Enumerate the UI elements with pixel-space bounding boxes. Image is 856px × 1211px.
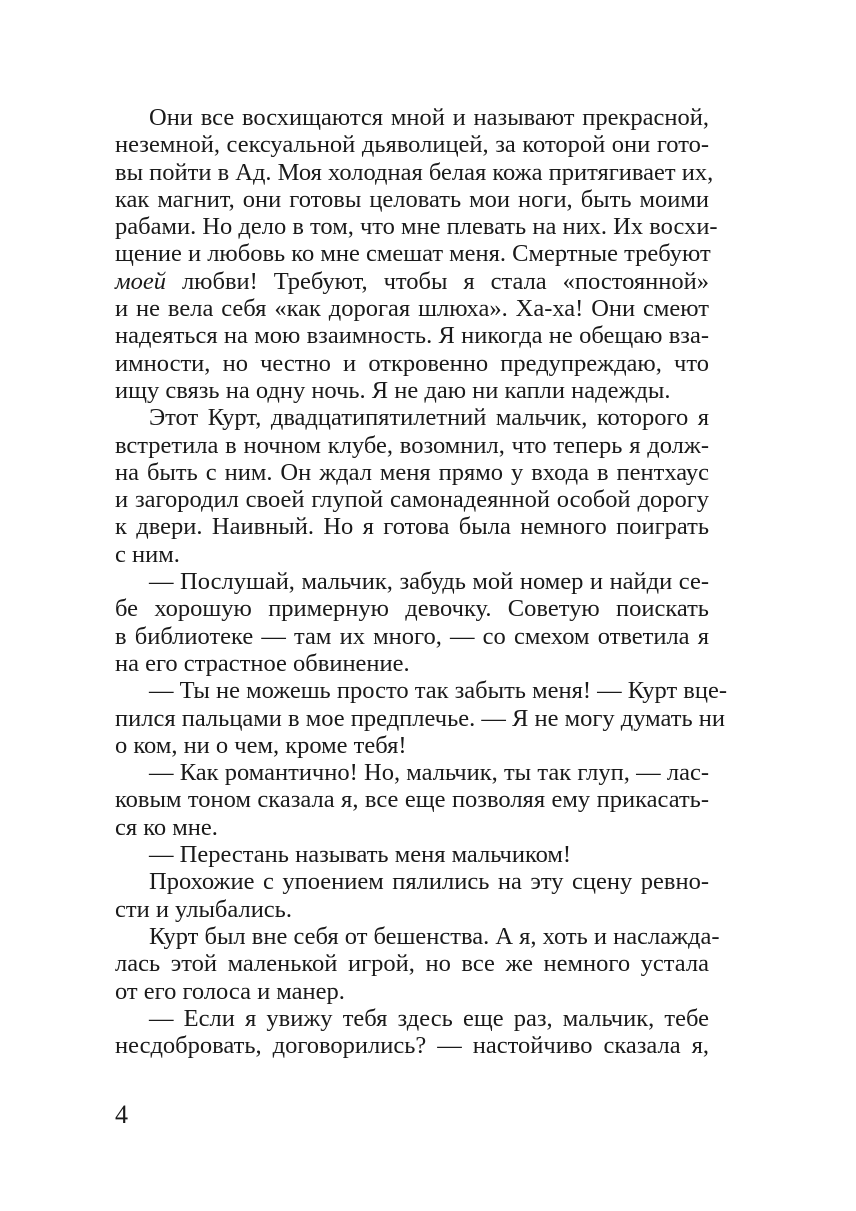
text-line: — Как романтично! Но, мальчик, ты так глуп, — лас-	[149, 759, 709, 787]
text-line: ковым тоном сказала я, все еще позволяя ему прикасать-	[115, 786, 709, 814]
text-line: как магнит, они готовы целовать мои ноги, быть моими	[115, 185, 709, 213]
text-line: на его страстное обвинение.	[115, 649, 410, 677]
paragraph	[115, 677, 727, 759]
page-body	[115, 104, 727, 1060]
text-line: на быть с ним. Он ждал меня прямо у входа в пентхаус	[115, 458, 709, 486]
text-line: рабами. Но дело в том, что мне плевать на них. Их восхи-	[115, 213, 718, 241]
paragraph	[115, 568, 709, 677]
text-line: Этот Курт, двадцатипятилетний мальчик, которого я	[149, 404, 709, 432]
text-line: Курт был вне себя от бешенства. А я, хоть и наслажда-	[149, 922, 720, 950]
text-line: несдобровать, договорились? — настойчиво сказала я,	[115, 1032, 709, 1060]
paragraph	[115, 868, 709, 923]
text-line: Прохожие с упоением пялились на эту сцену ревно-	[149, 868, 709, 896]
text-line: о ком, ни о чем, кроме тебя!	[115, 731, 407, 759]
paragraph	[115, 841, 709, 868]
text-line: и загородил своей глупой самонадеянной особой дорогу	[115, 486, 709, 514]
paragraph	[115, 922, 720, 1005]
text-line: — Перестань называть меня мальчиком!	[149, 841, 572, 869]
text-line: сти и улыбались.	[115, 895, 292, 923]
text-line: надеяться на мою взаимность. Я никогда не обещаю вза-	[115, 322, 709, 350]
paragraph	[115, 1005, 709, 1060]
paragraph	[115, 404, 709, 568]
text-line: — Ты не можешь просто так забыть меня! — Курт вце-	[149, 677, 727, 705]
text-fragment: любви! Требуют, чтобы я стала «постоянной»	[166, 267, 709, 295]
text-line: ищу связь на одну ночь. Я не даю ни капли надежды.	[115, 376, 671, 404]
text-line: — Послушай, мальчик, забудь мой номер и найди се-	[149, 568, 709, 596]
text-line: Они все восхищаются мной и называют прекрасной,	[149, 104, 709, 131]
text-line: и не вела себя «как дорогая шлюха». Ха-ха! Они смеют	[115, 295, 709, 323]
paragraph	[115, 759, 709, 841]
page-number: 4	[115, 1100, 128, 1129]
text-line: неземной, сексуальной дьяволицей, за которой они гото-	[115, 131, 709, 159]
text-line: встретила в ночном клубе, возомнил, что теперь я долж-	[115, 431, 709, 459]
text-line: к двери. Наивный. Но я готова была немного поиграть	[115, 513, 709, 541]
text-line: с ним.	[115, 540, 180, 568]
text-line: ся ко мне.	[115, 813, 218, 841]
text-line: лась этой маленькой игрой, но все же немного устала	[115, 950, 709, 978]
text-line: — Если я увижу тебя здесь еще раз, мальчик, тебе	[149, 1004, 709, 1032]
text-line: щение и любовь ко мне смешат меня. Смертные требуют	[115, 240, 711, 268]
text-line: пился пальцами в мое предплечье. — Я не могу думать ни	[115, 704, 725, 732]
text-line	[115, 268, 709, 295]
paragraph	[115, 104, 718, 404]
text-line: имности, но честно и откровенно предупреждаю, что	[115, 349, 709, 377]
text-line: бе хорошую примерную девочку. Советую поискать	[115, 595, 709, 623]
text-line: вы пойти в Ад. Моя холодная белая кожа притягивает их,	[115, 158, 714, 186]
text-line: от его голоса и манер.	[115, 977, 345, 1005]
text-line: в библиотеке — там их много, — со смехом ответила я	[115, 622, 709, 650]
emphasis: моей	[115, 267, 167, 295]
